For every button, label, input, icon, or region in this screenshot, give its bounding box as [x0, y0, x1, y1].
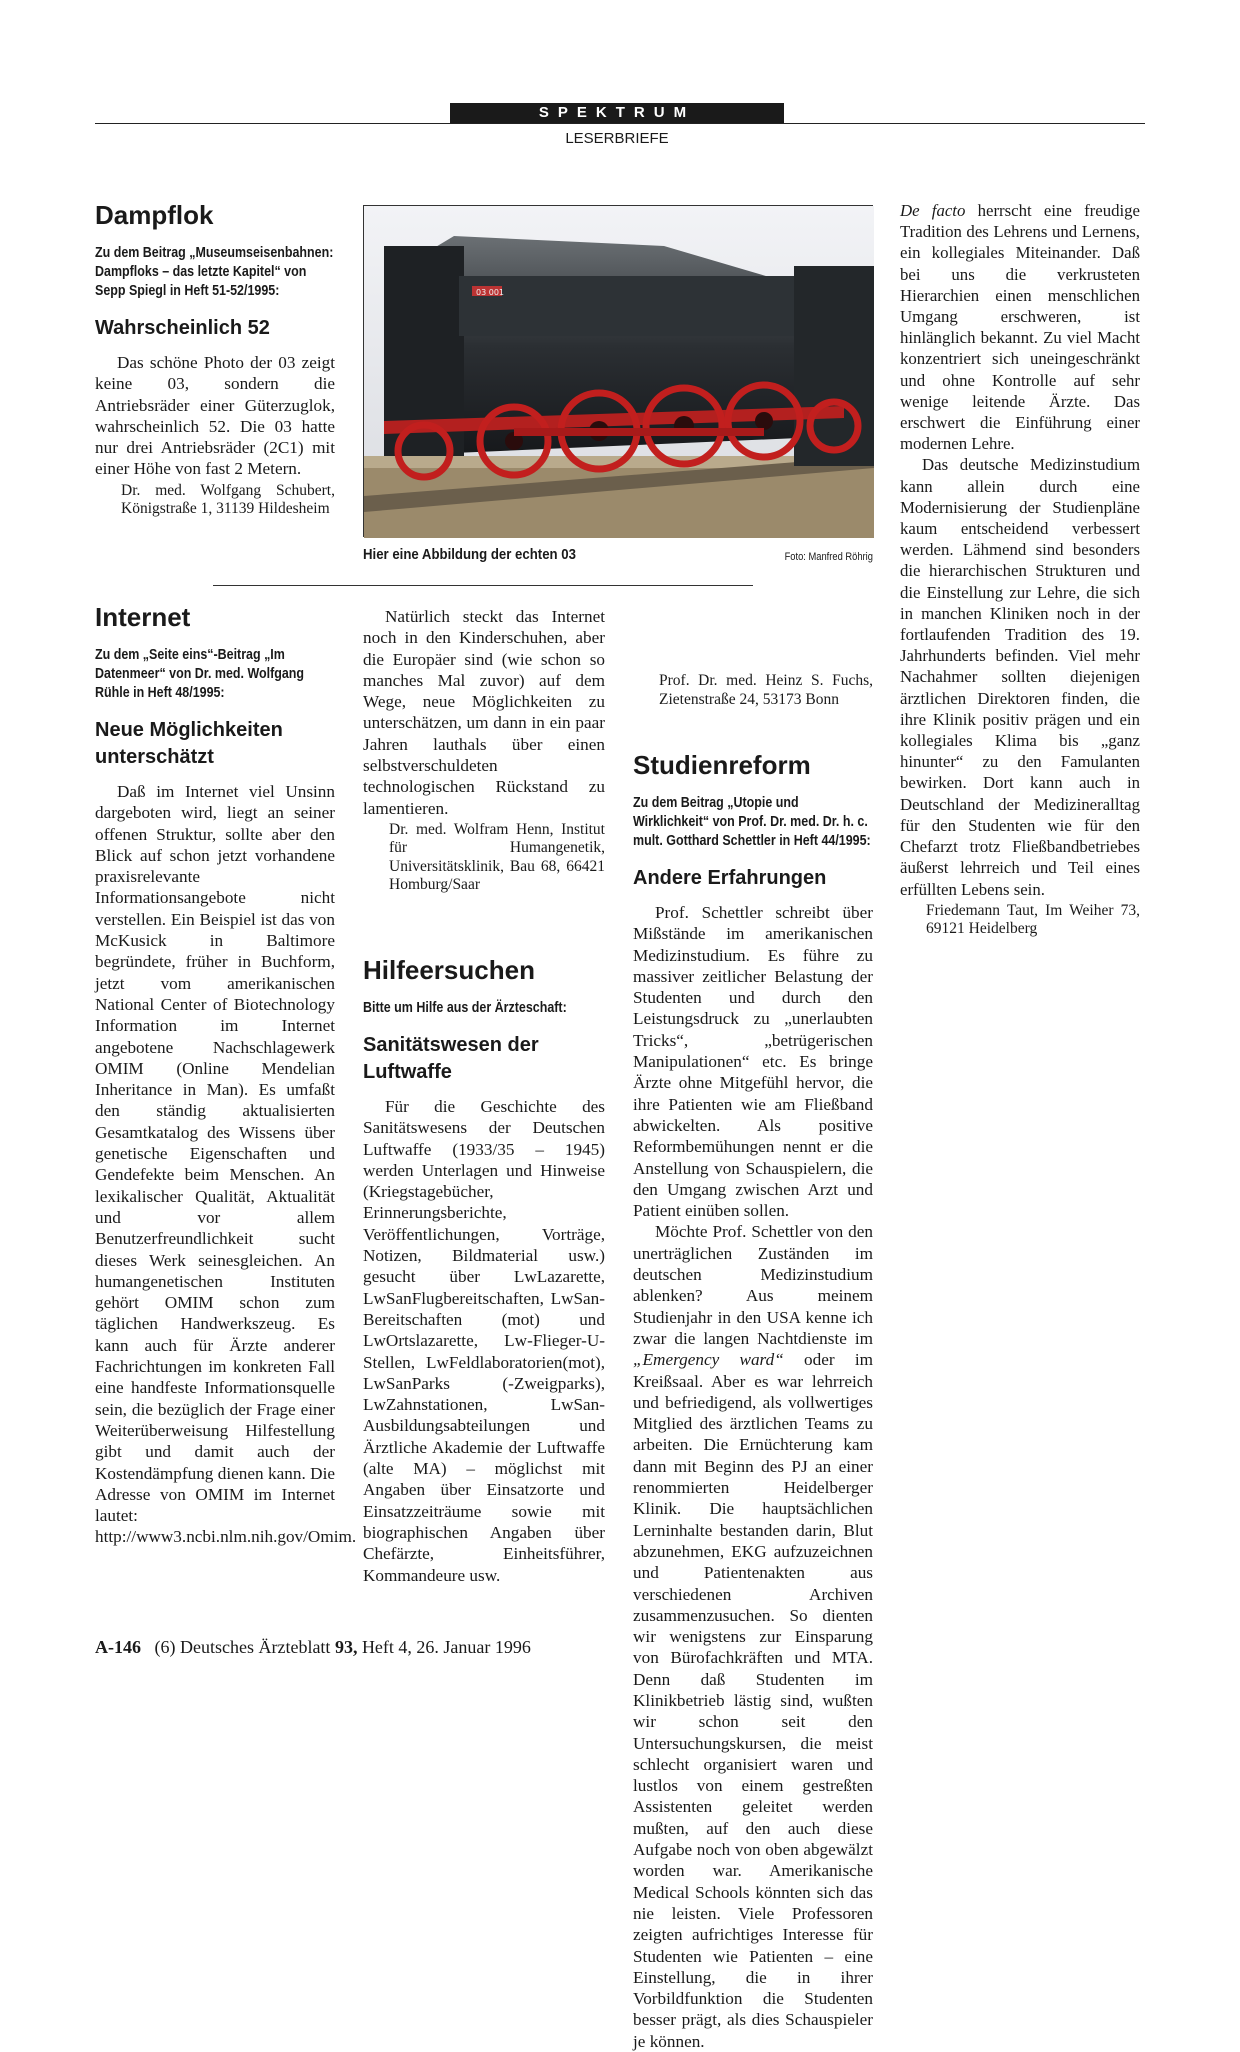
letter-text: Möchte Prof. Schettler von den unerträglichen Zuständen im deutschen Medizinstudium ablenken? Aus meinem Studienjahr in den USA kenne ich zwar die langen Nachtdienste im „Emergency ward“ oder im Kreißsaal. Aber es war lehrreich und befriedigend, als vollwertiges Mitglied des ärztlichen Teams zu arbeiten. Die Ernüchterung kam dann mit Beginn des PJ an einer renommierten Heidelberger Klinik. Die hauptsächlichen Lerninhalte bestanden darin, Blut abzunehmen, EKG aufzuzeichnen und Patientenakten aus verschiedenen Archiven zusammenzusuchen. So dienten wir wenigstens zur Einsparung von Bürofachkräften und MTA. Denn daß Studenten im Klinikbetrieb lästig sind, wußten wir schon seit den Untersuchungskursen, die meist schlecht organisiert waren und lustlos von einem gestreßten Assistenten geleitet werden mußten, auf den auch diese Aufgabe noch von oben abgewälzt worden war. Amerikanische Medical Schools könnten sich das nie leisten. Viele Professoren zeigten aufrichtiges Interesse für Studenten wie Patienten – eine Einstellung, die in ihrer Vorbildfunktion die Studenten besser prägt, als dies Schauspieler je können. [633, 1222, 874, 2051]
letter-text: Daß im Internet viel Unsinn dargeboten wird, liegt an seiner offenen Struktur, sollte aber den Blick auf schon jetzt vorhandene praxisrelevante Informationsangebote nicht verstellen. Ein Beispiel ist das von McKusick in Baltimore begründete, früher in Buchform, jetzt vom amerikanischen National Center of Biotechnology Information im Internet angebotene Nachschlagewerk OMIM (Online Mendelian Inheritance in Man). Es umfaßt den ständig aktualisierten Gesamtkatalog des Wissens über genetische Eigenschaften und Gendefekte beim Menschen. An lexikalischer Qualität, Aktualität und vor allem Benutzerfreundlichkeit sucht dieses Werk seinesgleichen. An humangenetischen Instituten gehört OMIM schon zum täglichen Handwerkszeug. Es kann auch für Ärzte anderer Fachrichtungen im konkreten Fall eine handfeste Informationsquelle sein, die bezüglich der Frage einer Weiterüberweisung Hilfestellung gibt und damit auch der Kostendämpfung dienen kann. Die Adresse von OMIM im Internet lautet: http://www3.ncbi.nlm.nih.gov/Omim. [95, 782, 357, 1547]
letter-signature: Friedemann Taut, Im Weiher 73, 69121 Heidelberg [926, 901, 1140, 938]
plate-text: 03 001 [476, 288, 504, 297]
separator-rule [213, 585, 753, 586]
letter-text: Das deutsche Medizinstudium kann allein durch eine Modernisierung der Studienpläne kaum entscheidend verbessert werden. Lähmend sind besonders die hierarchischen Strukturen und die Einstellung zur Lehre, die sich in manchen Kliniken noch in der fortlaufenden Tradition des 19. Jahrhunderts befinden. Viel mehr Nachahmer sollten diejenigen ärztlichen Direktoren finden, die ihre Klinik positiv prägen und ein kollegiales Klima bis „ganz hinunter“ zu den Famulanten bewirken. Dort kann auch in Deutschland der Medizineralltag für den Studenten wie für den Chefarzt trotz Fließbandbetriebes äußerst lehrreich und Teil eines erfüllten Lebens sein. [900, 455, 1140, 899]
letter-hilfe-signature-block [633, 670, 873, 709]
letter-text: Natürlich steckt das Internet noch in den Kinderschuhen, aber die Europäer sind (wie schon so manches Mal zuvor) auf dem Wege, neue Möglichkeiten zu unterschätzen, um dann in ein paar Jahren lauthals über einen selbstverschuldeten technologischen Rückstand zu lamentieren. [363, 607, 605, 818]
section-label: SPEKTRUM [450, 103, 784, 123]
article-lead: Zu dem Beitrag „Utopie und Wirklichkeit“ von Prof. Dr. med. Dr. h. c. mult. Gotthard Schettler in Heft 44/1995: [633, 795, 871, 849]
letter-subtitle: Wahrscheinlich 52 [95, 317, 270, 339]
letter-hilfe [363, 955, 605, 1586]
article-lead: Zu dem „Seite eins“-Beitrag „Im Datenmeer“ von Dr. med. Wolfgang Rühle in Heft 48/1995: [95, 647, 305, 701]
letter-subtitle: Neue Möglichkeiten unterschätzt [95, 719, 283, 768]
article-title: Studienreform [633, 750, 811, 780]
letter-internet [95, 602, 357, 1548]
letter-signature: Prof. Dr. med. Heinz S. Fuchs, Zietenstraße 24, 53173 Bonn [659, 672, 873, 708]
letter-text: Für die Geschichte des Sanitätswesens der Deutschen Luftwaffe (1933/35 – 1945) werden Unterlagen und Hinweise (Kriegstagebücher, Erinnerungsberichte, Veröffentlichungen, Vorträge, Notizen, Bildmaterial usw.) gesucht über LwLazarette, LwSanFlugbereitschaften, LwSan-Bereitschaften (mot) und LwOrtslazarette, Lw-Flieger-U-Stellen, LwFeldlaboratorien(mot), LwSanParks (-Zweigparks), LwZahnstationen, LwSan-Ausbildungsabteilungen und Ärztliche Akademie der Luftwaffe (alte MA) – möglichst mit Angaben über Einsatzorte und Einsatzzeiträume sowie mit biographischen Angaben über Chefärzte, Einheitsführer, Kommandeure usw. [363, 1097, 605, 1585]
letter-internet-cont [363, 606, 605, 895]
photo-credit: Foto: Manfred Röhrig [784, 551, 873, 563]
letter-subtitle: Andere Erfahrungen [633, 867, 827, 889]
photo-caption: Hier eine Abbildung der echten 03 [363, 546, 576, 563]
article-title: Hilfeersuchen [363, 955, 535, 985]
page-footer: A-146 (6) Deutsches Ärzteblatt 93, Heft 4, 26. Januar 1996 [95, 1637, 531, 1657]
letter-text: De facto herrscht eine freudige Tradition des Lehrens und Lernens, ein kollegiales Miteinander. Daß bei uns die verkrusteten Hierarchien einen menschlichen Umgang erschweren, ist hinlänglich bekannt. Zu viel Macht konzentriert sich uneingeschränkt und ohne Kontrolle auf sehr wenige leitende Ärzte. Das erschwert die Einführung einer modernen Lehre. [900, 201, 1140, 454]
article-lead: Zu dem Beitrag „Museumseisenbahnen: Dampfloks – das letzte Kapitel“ von Sepp Spiegl in Heft 51-52/1995: [95, 245, 334, 299]
letter-signature: Dr. med. Wolfram Henn, Institut für Humangenetik, Universitätsklinik, Bau 68, 66421 Homburg/Saar [389, 820, 605, 894]
subsection-label: LESERBRIEFE [565, 130, 669, 147]
letter-subtitle: Sanitätswesen der Luftwaffe [363, 1034, 539, 1083]
locomotive-photo [363, 205, 873, 537]
letter-text: Das schöne Photo der 03 zeigt keine 03, sondern die Antriebsräder einer Güterzuglok, wahrscheinlich 52. Die 03 hatte nur drei Antriebsräder (2C1) mit einer Höhe von fast 2 Metern. [95, 353, 335, 479]
letter-studien-cont [900, 200, 1140, 939]
letter-text: Prof. Schettler schreibt über Mißstände im amerikanischen Medizinstudium. Es führe zu massiver zeitlicher Belastung der Studenten und durch den Leistungsdruck zu „unerlaubten Tricks“, „betrügerischen Manipulationen“ etc. Es bringe Ärzte ohne Mitgefühl hervor, die ihre Patienten wie am Fließband abwickelten. Als positive Reformbemühungen nennt er die Anstellung von Schauspielern, die den Umgang zwischen Arzt und Patient einüben sollen. [633, 903, 873, 1221]
header-rule [95, 123, 1145, 124]
article-title: Internet [95, 602, 191, 632]
letter-studien [633, 750, 873, 2052]
letter-signature: Dr. med. Wolfgang Schubert, Königstraße 1, 31139 Hildesheim [121, 481, 335, 518]
article-lead: Bitte um Hilfe aus der Ärzteschaft: [363, 1000, 567, 1016]
article-title: Dampflok [95, 200, 214, 230]
letter-dampflok [95, 200, 335, 519]
